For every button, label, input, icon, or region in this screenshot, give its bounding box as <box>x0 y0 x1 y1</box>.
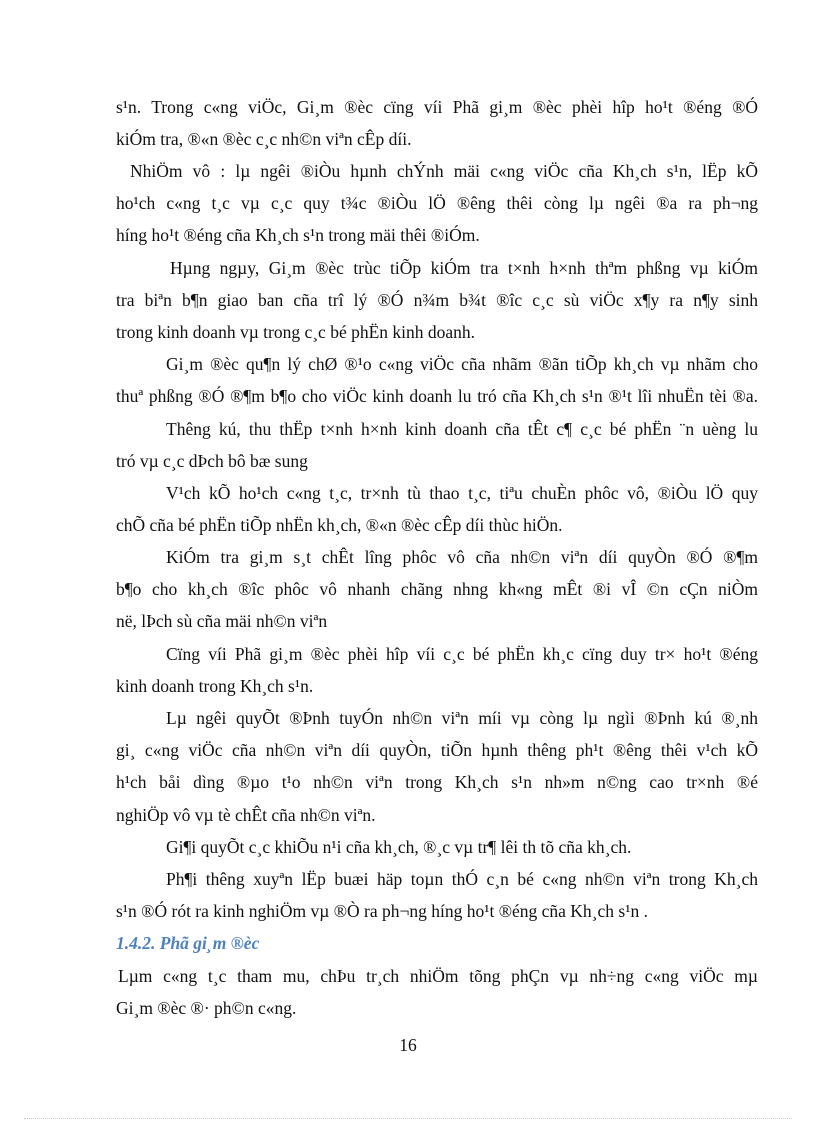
section-heading: 1.4.2. Phã gi¸m ®èc <box>116 933 260 953</box>
paragraph-line: Lµ ngêi quyÕt ®Þnh tuyÓn nh©n viªn míi vµ còng lµ ngìi ®Þnh kú ®¸nh <box>166 708 758 728</box>
paragraph-line: NhiÖm vô : lµ ngêi ®iÒu hµnh chÝnh mäi c«ng viÖc cña Kh¸ch s¹n, lËp kÕ <box>130 161 758 181</box>
paragraph-line: tró vµ c¸c dÞch bô bæ sung <box>116 451 308 471</box>
paragraph-line: Cïng víi Phã gi¸m ®èc phèi hîp víi c¸c bé phËn kh¸c cïng duy tr× ho¹t ®éng <box>166 644 758 664</box>
paragraph-line: h¹ch båi dìng ®µo t¹o nh©n viªn trong Kh¸ch s¹n nh»m n©ng cao tr×nh ®é <box>116 772 758 792</box>
paragraph-line: thuª phßng ®Ó ®¶m b¶o cho viÖc kinh doanh lu tró cña Kh¸ch s¹n ®¹t lîi nhuËn tèi ®a. <box>116 386 758 406</box>
paragraph-line: s¹n. Trong c«ng viÖc, Gi¸m ®èc cïng víi Phã gi¸m ®èc phèi hîp ho¹t ®éng ®Ó <box>116 97 758 117</box>
paragraph-line: kiÓm tra, ®«n ®èc c¸c nh©n viªn cÊp díi. <box>116 129 412 149</box>
paragraph-line: nghiÖp vô vµ tè chÊt cña nh©n viªn. <box>116 805 376 825</box>
paragraph-line: kinh doanh trong Kh¸ch s¹n. <box>116 676 314 696</box>
paragraph-line: híng ho¹t ®éng cña Kh¸ch s¹n trong mäi thêi ®iÓm. <box>116 225 480 245</box>
paragraph-line: gi¸ c«ng viÖc cña nh©n viªn díi quyÒn, tiÕn hµnh thêng ph¹t ®êng thêi v¹ch kÕ <box>116 740 758 760</box>
paragraph-line: Hµng ngµy, Gi¸m ®èc trùc tiÕp kiÓm tra t×nh h×nh thªm phßng vµ kiÓm <box>170 258 758 278</box>
paragraph-line: b¶o cho kh¸ch ®îc phôc vô nhanh chãng nhng kh«ng mÊt ®i vÎ ©n cÇn niÒm <box>116 579 758 599</box>
paragraph-line: Thêng kú, thu thËp t×nh h×nh kinh doanh cña tÊt c¶ c¸c bé phËn ¨n uèng lu <box>166 419 758 439</box>
paragraph-line: tra biªn b¶n giao ban cña trî lý ®Ó n¾m b¾t ®îc c¸c sù viÖc x¶y ra n¶y sinh <box>116 290 758 310</box>
paragraph-line: Ph¶i thêng xuyªn lËp buæi häp toµn thÓ c¸n bé c«ng nh©n viªn trong Kh¸ch <box>166 869 758 889</box>
paragraph-line: Gi¸m ®èc qu¶n lý chØ ®¹o c«ng viÖc cña nhãm ®ãn tiÕp kh¸ch vµ nhãm cho <box>166 354 758 374</box>
paragraph-line: ho¹ch c«ng t¸c vµ c¸c quy t¾c ®iÒu lÖ ®êng thêi còng lµ ngêi ®a ra ph¬ng <box>116 193 758 213</box>
paragraph-line: Lµm c«ng t¸c tham mu, chÞu tr¸ch nhiÖm tõng phÇn vµ nh÷ng c«ng viÖc mµ <box>118 966 758 986</box>
footer-divider <box>24 1118 792 1119</box>
paragraph-line: trong kinh doanh vµ trong c¸c bé phËn kinh doanh. <box>116 322 476 342</box>
paragraph-line: chÕ cña bé phËn tiÕp nhËn kh¸ch, ®«n ®èc cÊp díi thùc hiÖn. <box>116 515 563 535</box>
page-number: 16 <box>399 1035 417 1055</box>
paragraph-line: Gi¸m ®èc ®· ph©n c«ng. <box>116 998 297 1018</box>
paragraph-line: V¹ch kÕ ho¹ch c«ng t¸c, tr×nh tù thao t¸c, tiªu chuÈn phôc vô, ®iÒu lÖ quy <box>166 483 758 503</box>
paragraph-line: s¹n ®Ó rót ra kinh nghiÖm vµ ®Ò ra ph¬ng híng ho¹t ®éng cña Kh¸ch s¹n . <box>116 901 648 921</box>
paragraph-line: Gi¶i quyÕt c¸c khiÕu n¹i cña kh¸ch, ®¸c vµ tr¶ lêi th tõ cña kh¸ch. <box>166 837 632 857</box>
paragraph-line: në, lÞch sù cña mäi nh©n viªn <box>116 611 328 631</box>
paragraph-line: KiÓm tra gi¸m s¸t chÊt lîng phôc vô cña nh©n viªn díi quyÒn ®Ó ®¶m <box>166 547 758 567</box>
